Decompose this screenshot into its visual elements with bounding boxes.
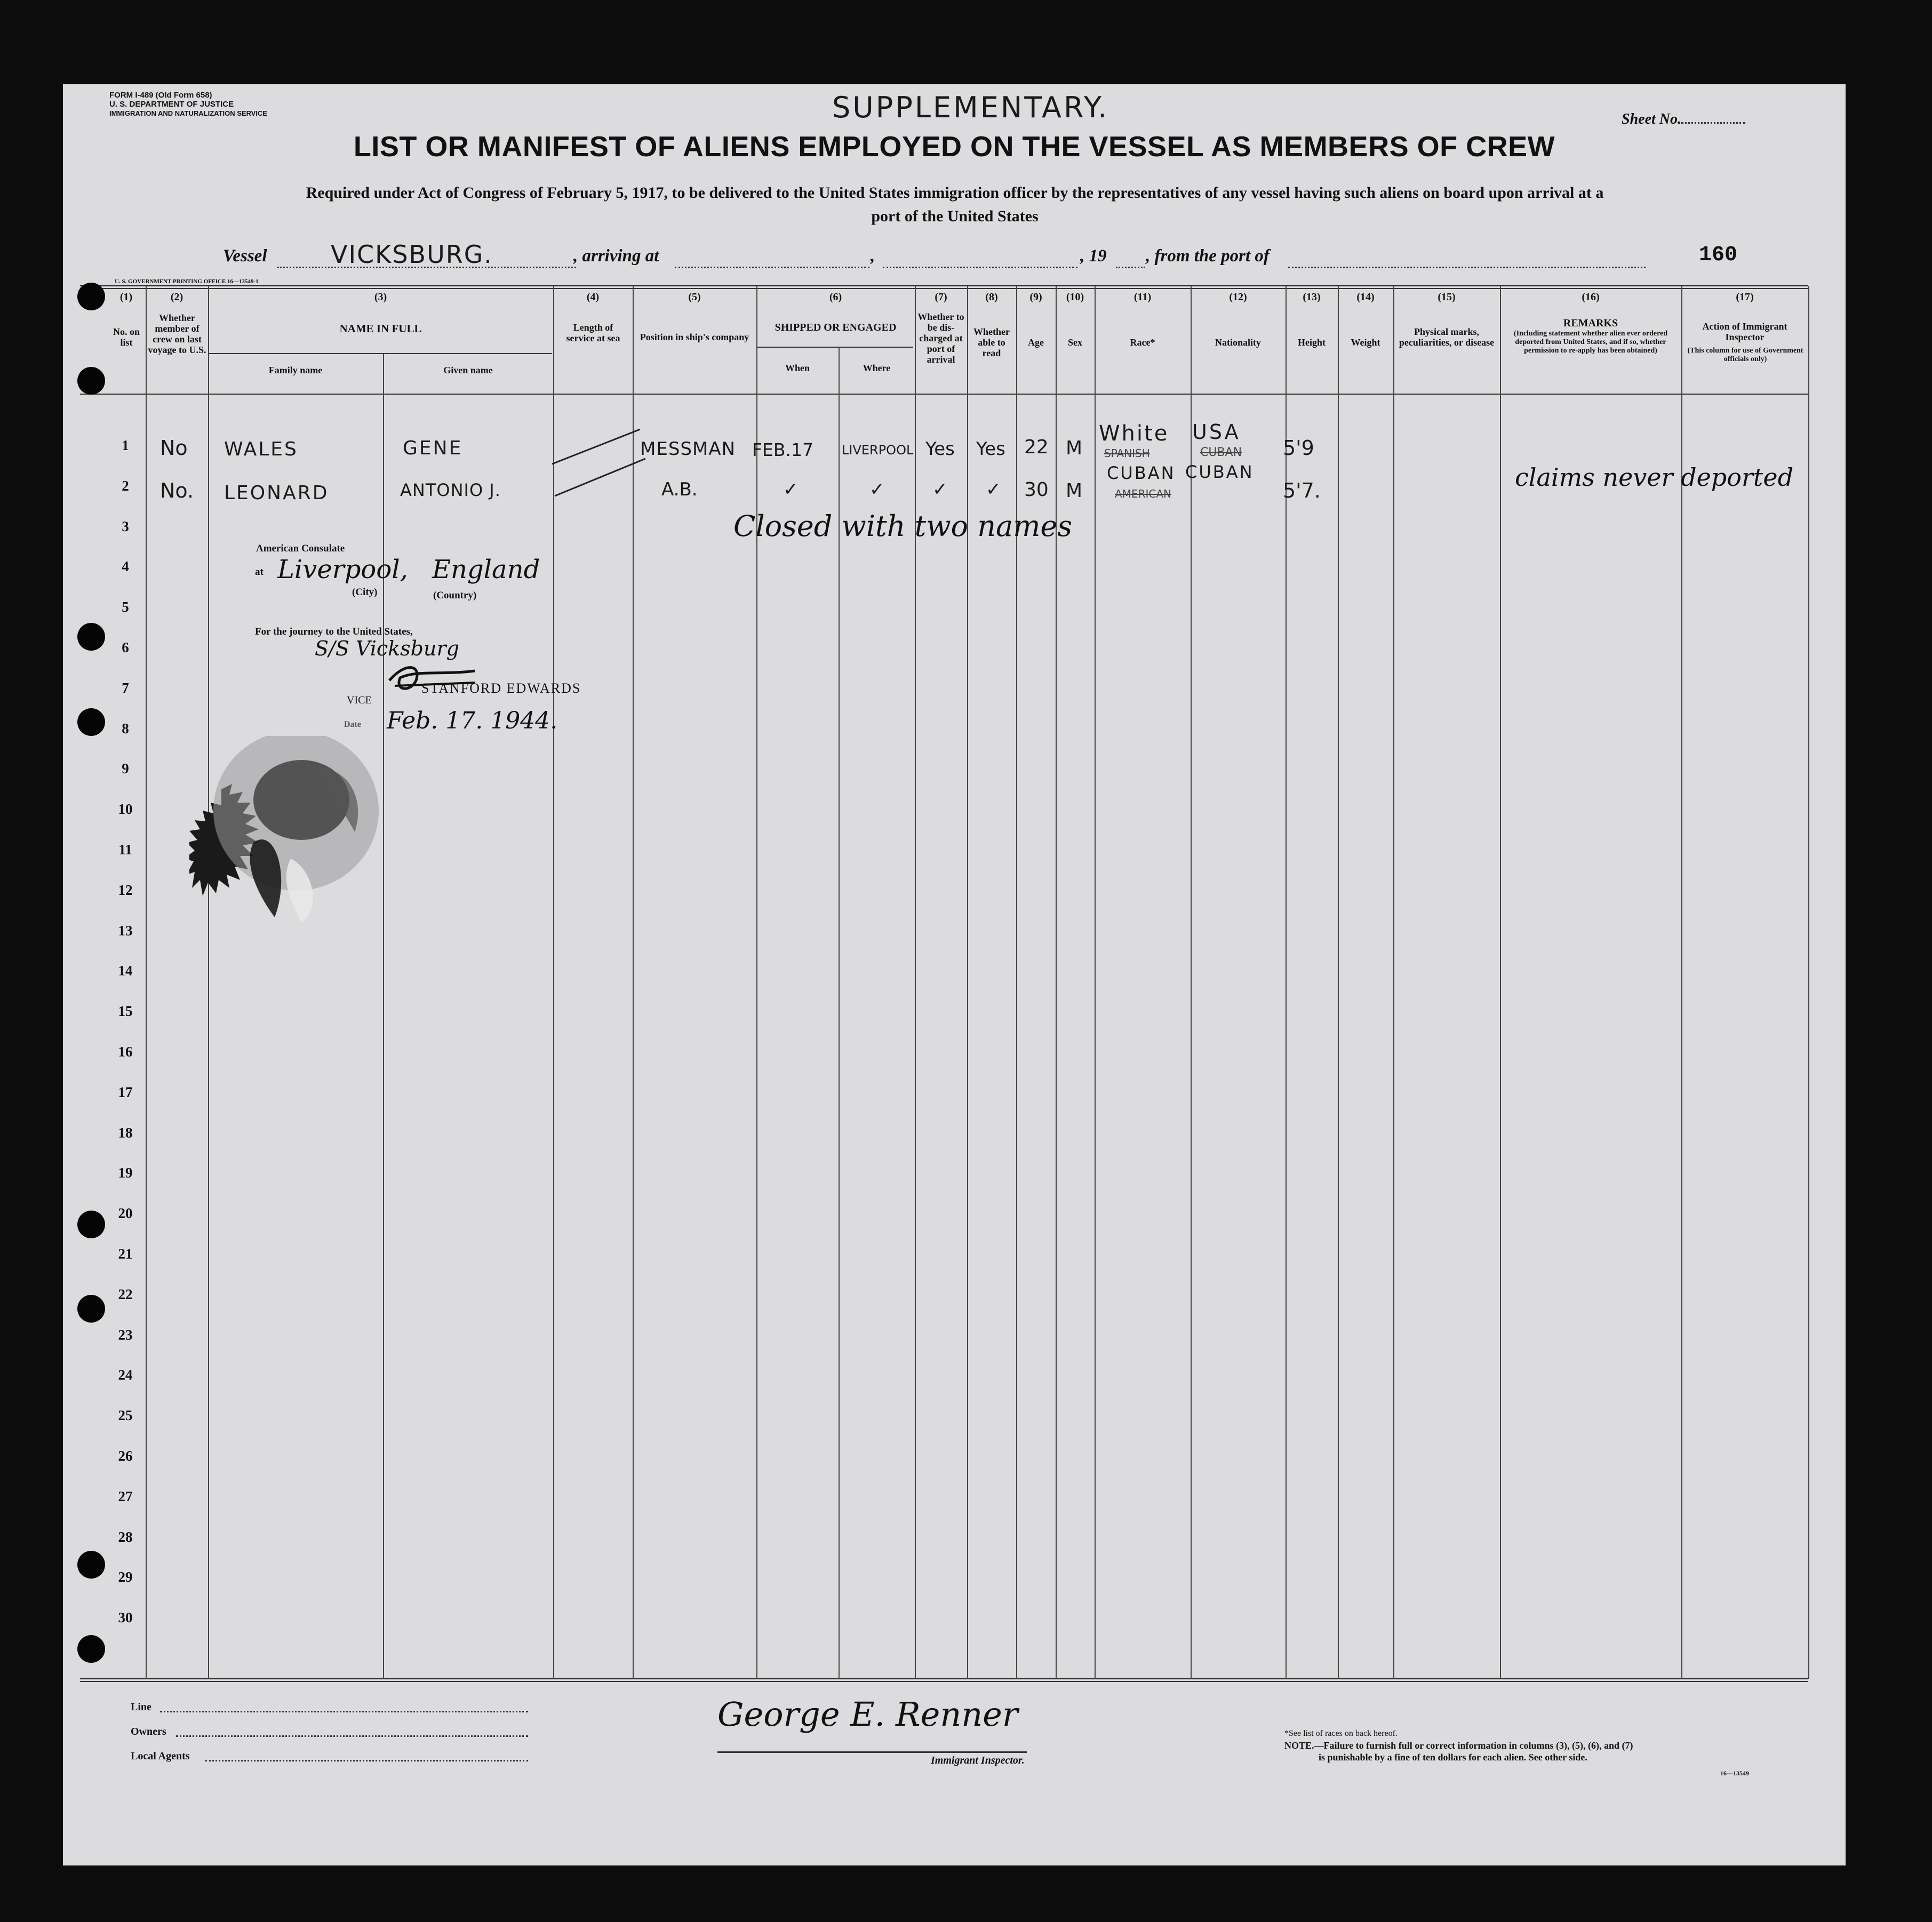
col-num-12: (12) xyxy=(1229,291,1247,303)
form-identifier: FORM I-489 (Old Form 658) U. S. DEPARTMENT OF JUSTICE IMMIGRATION AND NATURALIZATION SERVICE xyxy=(109,91,268,117)
port-dotted-line xyxy=(1288,267,1646,268)
col-header-family-name: Family name xyxy=(268,365,323,375)
row-number: 14 xyxy=(118,963,133,979)
from-port-label: , from the port of xyxy=(1146,246,1270,266)
entry-1-family-name: WALES xyxy=(224,438,298,460)
col-header-able-to-read: Whether able to read xyxy=(973,326,1010,358)
entry-1-where: LIVERPOOL xyxy=(842,443,914,458)
entry-1-height: 5'9 xyxy=(1283,436,1314,460)
table-top-rule xyxy=(80,285,1808,286)
col-header-position: Position in ship's company xyxy=(640,332,749,342)
entry-1-race-struck: SPANISH xyxy=(1104,447,1150,460)
row-number: 6 xyxy=(122,639,129,655)
row-number: 25 xyxy=(118,1407,133,1424)
entry-1-given-name: GENE xyxy=(403,437,463,459)
col-num-14: (14) xyxy=(1356,291,1375,303)
row-number: 12 xyxy=(118,882,133,898)
entry-2-able-to-read: ✓ xyxy=(986,479,1001,500)
col-header-discharged: Whether to be dis-charged at port of arrival xyxy=(917,311,964,365)
col-header-age: Age xyxy=(1028,337,1044,348)
col-header-no-on-list: No. on list xyxy=(113,326,140,348)
punch-hole xyxy=(77,1551,105,1579)
row-number: 22 xyxy=(118,1286,133,1302)
row-number: 19 xyxy=(118,1165,133,1181)
consul-signature xyxy=(384,659,480,696)
consulate-line: American Consulate xyxy=(256,543,345,554)
col-num-16: (16) xyxy=(1582,291,1600,303)
footer-line-label: Line xyxy=(131,1701,151,1713)
col-header-remarks-note: (Including statement whether alien ever ordered deported from United States, and if so, whether permission to re-apply has been obtained) xyxy=(1513,330,1668,355)
page-title: LIST OR MANIFEST OF ALIENS EMPLOYED ON THE VESSEL AS MEMBERS OF CREW xyxy=(353,131,1555,163)
note-line-1: NOTE.—Failure to furnish full or correct information in columns (3), (5), (6), and (7) xyxy=(1284,1740,1633,1751)
col-header-inspector-note: (This column for use of Government officials only) xyxy=(1687,347,1803,363)
race-note: *See list of races on back hereof. xyxy=(1284,1729,1398,1738)
punch-hole xyxy=(77,1211,105,1238)
entry-2-family-name: LEONARD xyxy=(224,482,329,504)
table-header-rule xyxy=(80,394,1808,395)
consulate-date: Feb. 17. 1944. xyxy=(387,707,558,734)
col-num-4: (4) xyxy=(586,291,600,303)
arriving-label: , arriving at xyxy=(573,246,659,266)
row-number: 21 xyxy=(118,1246,133,1262)
entry-1-sex: M xyxy=(1066,437,1083,459)
arriving-dotted-line xyxy=(675,267,869,268)
consular-seal-image xyxy=(189,736,403,928)
form-code: 16—13549 xyxy=(1720,1769,1749,1777)
col-num-11: (11) xyxy=(1133,291,1152,303)
shipped-subheader-rule xyxy=(757,347,913,348)
entry-1-position: MESSMAN xyxy=(640,438,736,460)
col-num-13: (13) xyxy=(1303,291,1321,303)
punch-hole xyxy=(77,623,105,651)
punch-hole xyxy=(77,1295,105,1323)
page-number: 160 xyxy=(1699,243,1738,267)
col-header-sex: Sex xyxy=(1068,337,1082,348)
col-num-17: (17) xyxy=(1736,291,1754,303)
date-dotted-line xyxy=(883,267,1077,268)
entry-2-given-name: ANTONIO J. xyxy=(400,480,501,500)
col-header-nationality: Nationality xyxy=(1215,337,1261,348)
inspector-label: Immigrant Inspector. xyxy=(931,1755,1025,1766)
vessel-label: Vessel xyxy=(223,246,267,266)
col-num-5: (5) xyxy=(688,291,701,303)
consulate-consul-name: STANFORD EDWARDS xyxy=(421,680,581,696)
supplementary-label: SUPPLEMENTARY. xyxy=(832,91,1109,124)
consulate-country: England xyxy=(432,555,540,584)
row-number: 9 xyxy=(122,760,129,777)
length-of-service-strokes xyxy=(549,411,656,507)
entry-1-when: FEB.17 xyxy=(752,439,813,460)
printing-office-line: U. S. GOVERNMENT PRINTING OFFICE 16—13549-1 xyxy=(115,278,259,285)
row-number: 17 xyxy=(118,1084,133,1100)
row-number: 7 xyxy=(122,679,129,696)
entry-2-discharged: ✓ xyxy=(932,479,948,500)
consulate-country-label: (Country) xyxy=(433,590,477,601)
consulate-city: Liverpool, xyxy=(277,555,408,584)
entry-2-when: ✓ xyxy=(783,479,799,500)
entry-2-height: 5'7. xyxy=(1283,479,1321,502)
entry-1-nationality-struck: CUBAN xyxy=(1200,446,1242,459)
footer-owners-label: Owners xyxy=(131,1726,166,1737)
row-number: 24 xyxy=(118,1367,133,1383)
entry-2-nationality-struck: AMERICAN xyxy=(1115,487,1171,500)
col-header-crew-last-voyage: Whether member of crew on last voyage to U.S. xyxy=(148,313,206,355)
table-top-rule-2 xyxy=(80,288,1808,289)
col-num-8: (8) xyxy=(985,291,998,303)
row-number: 3 xyxy=(122,518,129,534)
inspector-signature: George E. Renner xyxy=(717,1695,1018,1734)
col-header-where: Where xyxy=(863,363,891,373)
name-subheader-rule xyxy=(208,353,552,354)
table-bottom-rule-2 xyxy=(80,1681,1808,1682)
col-header-when: When xyxy=(785,363,810,373)
col-header-height: Height xyxy=(1298,337,1326,348)
row-number: 20 xyxy=(118,1205,133,1222)
entry-1-nationality: USA xyxy=(1192,420,1241,444)
page-subtitle: Required under Act of Congress of February 5, 1917, to be delivered to the United States immigration officer by the representatives of any vessel having such aliens on board upon arrival at a port of the United States xyxy=(306,184,1604,225)
entry-1-crew-last-voyage: No xyxy=(160,436,188,460)
punch-hole xyxy=(77,708,105,736)
consulate-ship: S/S Vicksburg xyxy=(315,637,459,660)
row-number: 10 xyxy=(118,801,133,818)
consulate-date-label: Date xyxy=(344,720,361,729)
col-num-6: (6) xyxy=(829,291,842,303)
col-header-race: Race* xyxy=(1130,337,1155,348)
col-num-10: (10) xyxy=(1066,291,1084,303)
col-header-weight: Weight xyxy=(1351,337,1380,348)
entry-1-race: White xyxy=(1099,421,1169,446)
row-number: 15 xyxy=(118,1003,133,1020)
entry-2-age: 30 xyxy=(1024,479,1049,501)
col-num-9: (9) xyxy=(1029,291,1042,303)
row-number: 4 xyxy=(122,558,129,575)
col-num-1: (1) xyxy=(119,291,133,303)
col-num-7: (7) xyxy=(935,291,947,303)
consulate-journey: For the journey to the United States, xyxy=(255,626,413,637)
closing-note: Closed with two names xyxy=(733,509,1073,543)
row-number: 2 xyxy=(122,477,129,494)
row-number: 13 xyxy=(118,922,133,939)
vessel-name: VICKSBURG. xyxy=(331,240,493,269)
year-dotted-line xyxy=(1116,267,1145,268)
consulate-at: at xyxy=(255,566,264,578)
entry-1-able-to-read: Yes xyxy=(976,438,1005,460)
entry-2-position: A.B. xyxy=(661,479,698,500)
row-number: 1 xyxy=(122,437,129,453)
consulate-city-label: (City) xyxy=(352,587,378,598)
entry-2-race: CUBAN xyxy=(1107,463,1176,483)
entry-2-crew-last-voyage: No. xyxy=(160,479,194,502)
punch-hole xyxy=(77,283,105,310)
col-header-given-name: Given name xyxy=(443,365,493,375)
table-bottom-rule xyxy=(80,1678,1808,1679)
col-header-remarks: REMARKS xyxy=(1563,317,1618,329)
row-number: 27 xyxy=(118,1488,133,1504)
entry-2-where: ✓ xyxy=(869,479,885,500)
footer-agents-label: Local Agents xyxy=(131,1750,190,1762)
row-number: 26 xyxy=(118,1448,133,1464)
sheet-number-label: Sheet No. xyxy=(1622,111,1745,128)
row-number: 29 xyxy=(118,1569,133,1585)
col-num-2: (2) xyxy=(170,291,183,303)
entry-2-nationality: CUBAN xyxy=(1185,462,1254,482)
col-header-shipped-or-engaged: SHIPPED OR ENGAGED xyxy=(775,322,897,333)
punch-hole xyxy=(77,367,105,395)
punch-hole xyxy=(77,1635,105,1663)
row-number: 5 xyxy=(122,599,129,615)
col-num-15: (15) xyxy=(1438,291,1456,303)
row-number: 16 xyxy=(118,1044,133,1060)
col-header-physical-marks: Physical marks, peculiarities, or disease xyxy=(1399,326,1495,348)
row-number: 18 xyxy=(118,1124,133,1141)
entry-1-discharged: Yes xyxy=(925,438,955,460)
entry-2-remarks: claims never deported xyxy=(1515,463,1794,492)
note-line-2: is punishable by a fine of ten dollars for each alien. See other side. xyxy=(1319,1752,1587,1763)
row-number: 28 xyxy=(118,1528,133,1545)
consulate-consul-title: VICE xyxy=(347,694,372,706)
year-label: , 19 xyxy=(1080,246,1107,266)
entry-2-sex: M xyxy=(1066,480,1083,502)
col-header-length-of-service: Length of service at sea xyxy=(566,322,620,343)
row-number: 23 xyxy=(118,1326,133,1343)
entry-1-age: 22 xyxy=(1024,436,1049,458)
row-number: 30 xyxy=(118,1609,133,1626)
row-number: 8 xyxy=(122,720,129,736)
row-number: 11 xyxy=(118,842,132,858)
col-header-inspector-action: Action of Immigrant Inspector xyxy=(1702,321,1787,342)
col-header-name-in-full: NAME IN FULL xyxy=(339,322,422,335)
col-num-3: (3) xyxy=(374,291,387,303)
